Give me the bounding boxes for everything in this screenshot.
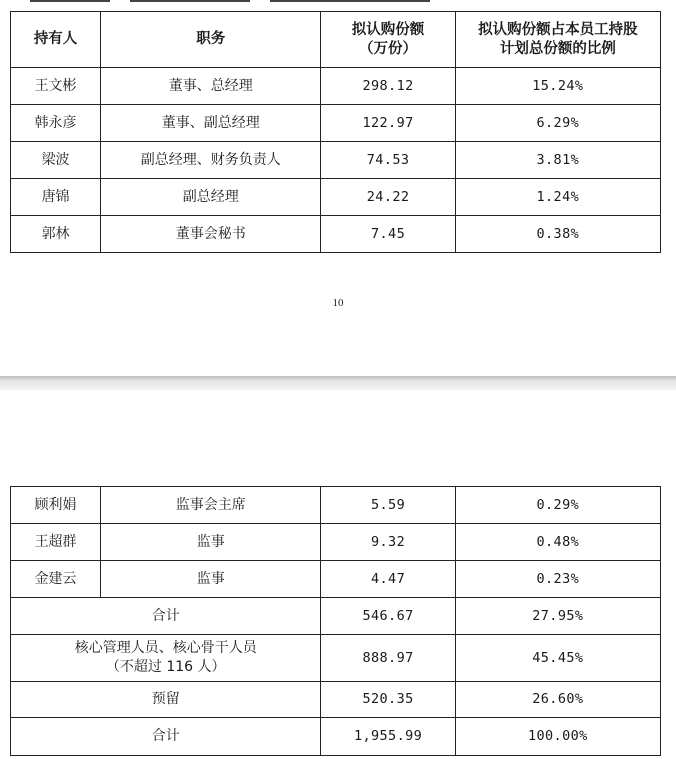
header-shares — [321, 12, 455, 68]
holder-name: 王超群 — [11, 524, 101, 561]
holder-shares: 5.59 — [321, 487, 455, 524]
table-row — [11, 68, 661, 105]
holder-name: 梁波 — [11, 142, 101, 179]
core-staff-label-line1: 核心管理人员、核心骨干人员 — [74, 640, 257, 656]
header-shares-line1: 拟认购份额 — [351, 21, 425, 38]
core-staff-row — [11, 635, 661, 682]
holder-ratio: 0.48% — [455, 524, 660, 561]
reserved-row — [11, 682, 661, 718]
document-page-1 — [0, 0, 676, 376]
holder-name: 王文彬 — [11, 68, 101, 105]
holder-position: 副总经理 — [101, 179, 321, 216]
holder-shares: 9.32 — [321, 524, 455, 561]
document-page-2 — [0, 390, 676, 759]
holder-shares: 7.45 — [321, 216, 455, 253]
holder-ratio: 3.81% — [455, 142, 660, 179]
holder-name: 金建云 — [11, 561, 101, 598]
table-row — [11, 524, 661, 561]
table-row — [11, 105, 661, 142]
holder-name: 郭林 — [11, 216, 101, 253]
holder-ratio: 15.24% — [455, 68, 660, 105]
core-staff-ratio: 45.45% — [455, 635, 660, 682]
core-staff-label-line2: （不超过 116 人） — [105, 659, 226, 675]
total-ratio: 100.00% — [455, 718, 660, 756]
table-row — [11, 487, 661, 524]
holder-ratio: 1.24% — [455, 179, 660, 216]
core-staff-shares: 888.97 — [321, 635, 455, 682]
holder-position: 董事会秘书 — [101, 216, 321, 253]
table-row — [11, 142, 661, 179]
holder-name: 顾利娟 — [11, 487, 101, 524]
holder-ratio: 6.29% — [455, 105, 660, 142]
subtotal-label: 合计 — [11, 598, 321, 635]
header-ratio-line1: 拟认购份额占本员工持股 — [478, 21, 638, 38]
header-holder: 持有人 — [11, 12, 101, 68]
holder-position: 监事 — [101, 524, 321, 561]
holder-position: 监事会主席 — [101, 487, 321, 524]
page-number: 10 — [332, 297, 344, 309]
holder-ratio: 0.29% — [455, 487, 660, 524]
holders-table-page-2 — [10, 486, 661, 756]
subtotal-ratio: 27.95% — [455, 598, 660, 635]
holder-shares: 122.97 — [321, 105, 455, 142]
holder-ratio: 0.23% — [455, 561, 660, 598]
holder-position: 董事、副总经理 — [101, 105, 321, 142]
holder-position: 监事 — [101, 561, 321, 598]
table-row — [11, 561, 661, 598]
holder-name: 韩永彦 — [11, 105, 101, 142]
table-header-row — [11, 12, 661, 68]
holder-shares: 4.47 — [321, 561, 455, 598]
core-staff-label — [11, 635, 321, 682]
holder-shares: 74.53 — [321, 142, 455, 179]
table-row — [11, 179, 661, 216]
holder-position: 董事、总经理 — [101, 68, 321, 105]
reserved-label: 预留 — [11, 682, 321, 718]
reserved-ratio: 26.60% — [455, 682, 660, 718]
holder-name: 唐锦 — [11, 179, 101, 216]
holder-position: 副总经理、财务负责人 — [101, 142, 321, 179]
header-ratio-line2: 计划总份额的比例 — [499, 40, 616, 57]
subtotal-shares: 546.67 — [321, 598, 455, 635]
header-shares-line2: （万份） — [359, 40, 418, 57]
holder-shares: 298.12 — [321, 68, 455, 105]
holders-table-page-1 — [10, 11, 661, 253]
reserved-shares: 520.35 — [321, 682, 455, 718]
page-separator — [0, 376, 676, 390]
subtotal-row — [11, 598, 661, 635]
header-ratio — [455, 12, 660, 68]
table-row — [11, 216, 661, 253]
total-row — [11, 718, 661, 756]
total-label: 合计 — [11, 718, 321, 756]
holder-shares: 24.22 — [321, 179, 455, 216]
cropped-previous-text — [0, 0, 676, 3]
header-position: 职务 — [101, 12, 321, 68]
total-shares: 1,955.99 — [321, 718, 455, 756]
holder-ratio: 0.38% — [455, 216, 660, 253]
